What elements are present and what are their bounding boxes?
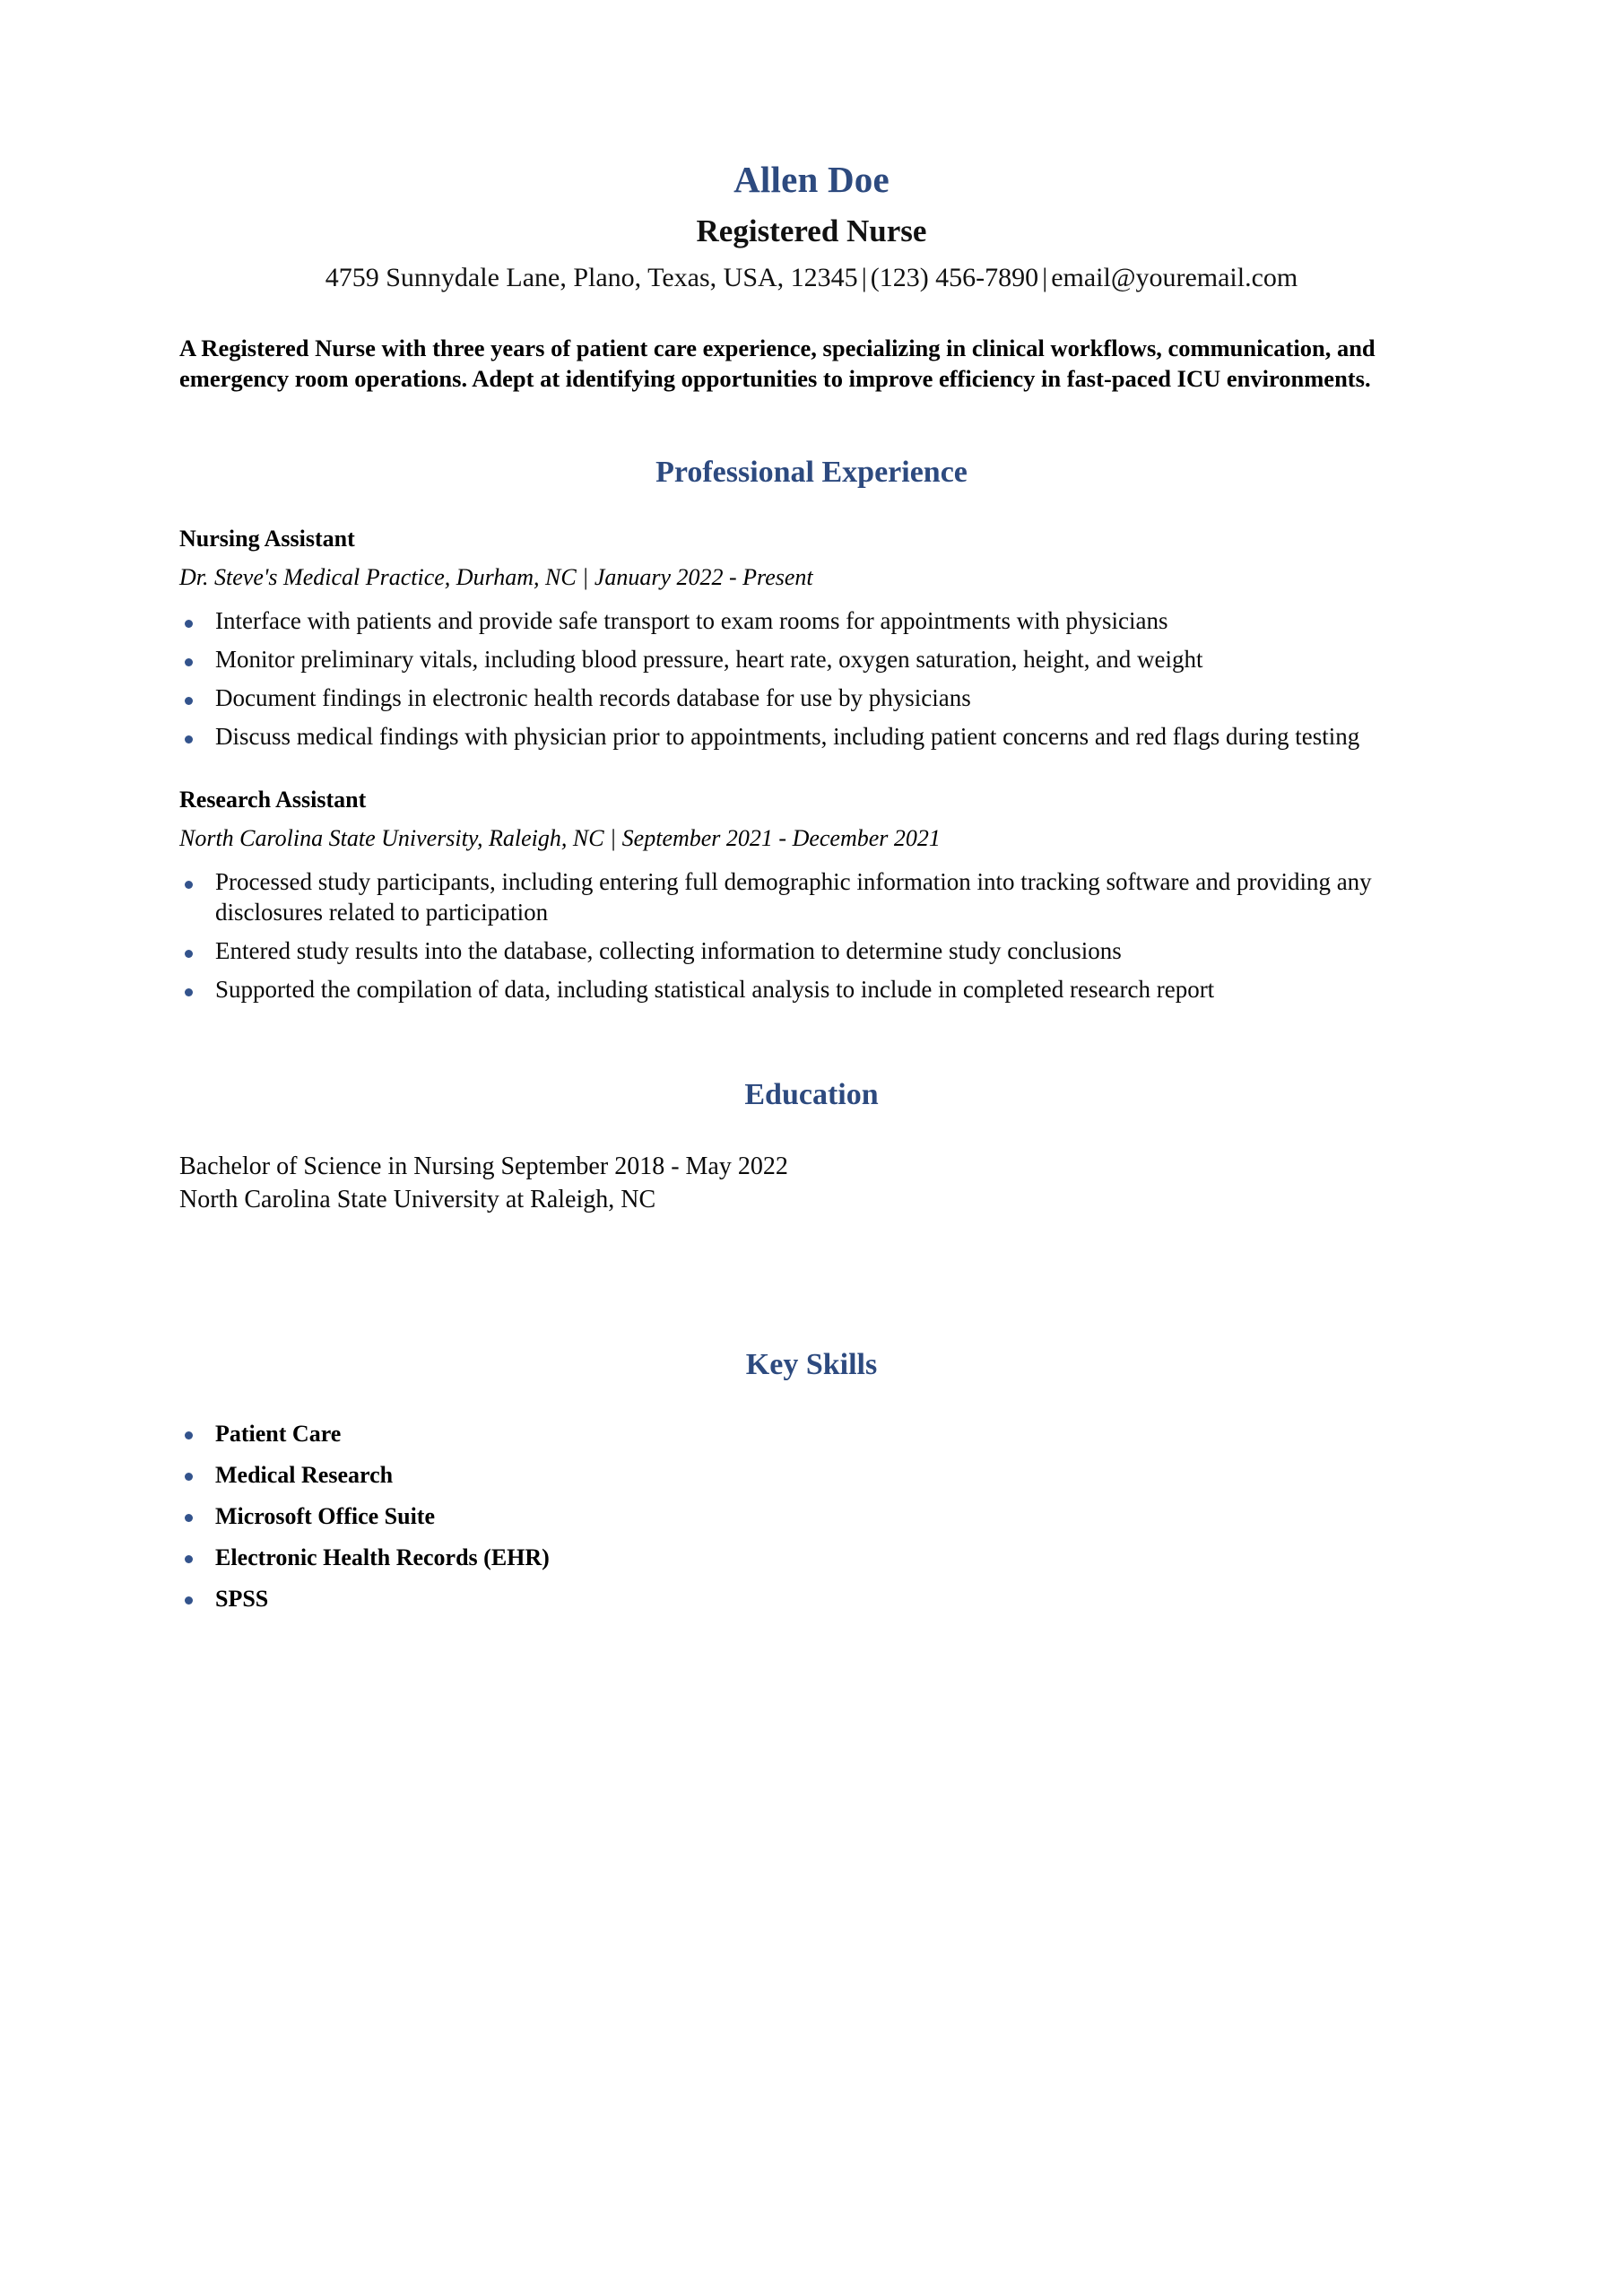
bullet-icon: [185, 1596, 193, 1605]
experience-entry: [179, 527, 1444, 752]
skills-list: [179, 1422, 1444, 1611]
bullet-icon: [185, 1473, 193, 1481]
list-item: [179, 1422, 1444, 1446]
skill-text: Medical Research: [215, 1461, 394, 1488]
experience-meta: Dr. Steve's Medical Practice, Durham, NC | January 2022 - Present: [179, 563, 813, 590]
duty-text: Entered study results into the database, collecting information to determine study conclusions: [215, 936, 1122, 964]
experience-meta: North Carolina State University, Raleigh, NC | September 2021 - December 2021: [179, 824, 941, 851]
list-item: [179, 644, 1444, 674]
bullet-icon: [185, 658, 193, 666]
contact-separator-1: |: [861, 263, 867, 292]
bullet-icon: [185, 881, 193, 889]
duty-text: Discuss medical findings with physician prior to appointments, including patient concerns and red flags during testing: [215, 722, 1360, 750]
bullet-icon: [185, 950, 193, 958]
bullet-icon: [185, 620, 193, 628]
skill-text: Patient Care: [215, 1420, 342, 1447]
experience-role: Research Assistant: [179, 786, 367, 813]
list-item: [179, 974, 1444, 1004]
bullet-icon: [185, 1514, 193, 1522]
experience-entry: [179, 788, 1444, 1004]
bullet-icon: [185, 735, 193, 744]
contact-line: [179, 265, 1444, 291]
list-item: [179, 1587, 1444, 1611]
candidate-name: Allen Doe: [733, 159, 890, 200]
skill-text: SPSS: [215, 1585, 269, 1612]
contact-phone: (123) 456-7890: [870, 263, 1039, 292]
list-item: [179, 1461, 1444, 1488]
skill-text: Microsoft Office Suite: [215, 1502, 435, 1529]
list-item: [179, 1546, 1444, 1570]
duty-text: Monitor preliminary vitals, including blood pressure, heart rate, oxygen saturation, height, and weight: [215, 645, 1203, 673]
experience-role: Nursing Assistant: [179, 525, 355, 552]
skill-text: Electronic Health Records (EHR): [215, 1544, 550, 1570]
section-heading-skills: Key Skills: [745, 1347, 878, 1381]
education-school: North Carolina State University at Raleigh, NC: [179, 1185, 656, 1213]
duty-text: Interface with patients and provide safe transport to exam rooms for appointments with physicians: [215, 606, 1168, 634]
experience-duty-list: [179, 866, 1444, 1004]
bullet-icon: [185, 697, 193, 705]
contact-email: email@youremail.com: [1051, 263, 1298, 292]
list-item: [179, 683, 1444, 713]
list-item: [179, 1502, 1444, 1529]
contact-address: 4759 Sunnydale Lane, Plano, Texas, USA, 12345: [325, 263, 858, 292]
list-item: [179, 935, 1444, 966]
education-degree: Bachelor of Science in Nursing September 2018 - May 2022: [179, 1152, 788, 1180]
resume-content: [179, 0, 1444, 1611]
list-item: [179, 866, 1444, 927]
duty-text: Supported the compilation of data, including statistical analysis to include in completed research report: [215, 975, 1215, 1003]
contact-separator-2: |: [1042, 263, 1048, 292]
section-heading-experience: Professional Experience: [655, 455, 968, 489]
list-item: [179, 721, 1444, 752]
education-entry: [179, 1151, 1444, 1217]
duty-text: Processed study participants, including entering full demographic information into tracking software and providing any disclosures related to participation: [215, 867, 1372, 926]
experience-duty-list: [179, 605, 1444, 752]
candidate-job-title: Registered Nurse: [696, 213, 927, 248]
bullet-icon: [185, 988, 193, 996]
section-heading-education: Education: [744, 1078, 879, 1111]
professional-summary: A Registered Nurse with three years of patient care experience, specializing in clinical workflows, communication, and emergency room operations. Adept at identifying opportunities to improve efficiency in fast-paced ICU environments.: [179, 335, 1376, 393]
bullet-icon: [185, 1555, 193, 1563]
duty-text: Document findings in electronic health records database for use by physicians: [215, 683, 971, 711]
bullet-icon: [185, 1431, 193, 1439]
list-item: [179, 605, 1444, 636]
